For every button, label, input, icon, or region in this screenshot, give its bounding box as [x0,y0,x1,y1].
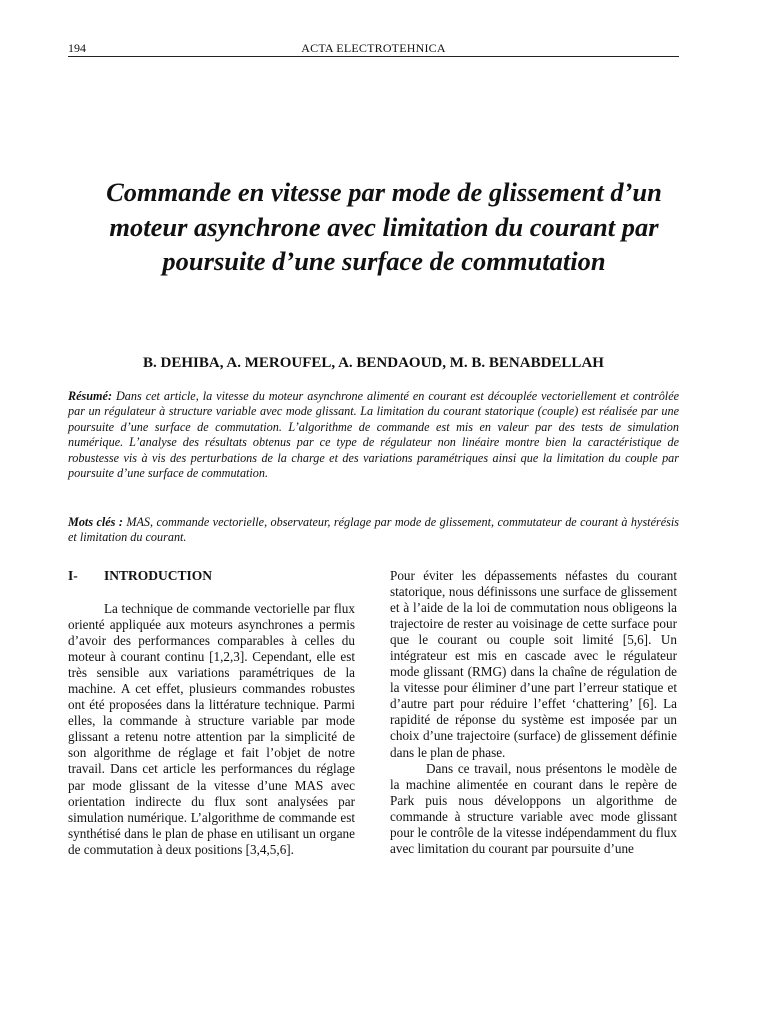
intro-paragraph-2: Pour éviter les dépassements néfastes du courant statorique, nous définissons une surface de glissement et à l’aide de la loi de commutation nous obligeons la trajectoire de rester au voisinage de cette surface pour que le courant ou couple soit limité [5,6]. Un intégrateur est mis en cascade avec le régulateur mode glissant (RMG) dans la chaîne de régulation de la vitesse pour éliminer d’une part l’erreur statique et d’autre part pour réduire l’effet ‘chattering’ [6]. La rapidité de réponse du système est imposée par un choix d’une trajectoire (surface) de glissement définie dans le plan de phase. [390,568,677,760]
section-heading [68,568,355,585]
page-number: 194 [68,41,86,55]
abstract-label: Résumé: [68,389,113,403]
journal-name: ACTA ELECTROTEHNICA [301,41,446,55]
author-list: B. DEHIBA, A. MEROUFEL, A. BENDAOUD, M. B. BENABDELLAH [143,355,604,371]
keywords [68,515,679,546]
left-column [68,568,355,858]
section-title: INTRODUCTION [104,568,213,583]
abstract-text: Dans cet article, la vitesse du moteur asynchrone alimenté en courant est découplée vectoriellement et contrôlée par un régulateur à structure variable avec mode glissant. La limitation du courant statorique (couple) est réalisée par une poursuite d’une surface de commutation. L’algorithme de commande est mis en valeur par des tests de simulation numérique. L’analyse des résultats obtenus par ce type de régulateur non linéaire montre bien la caractéristique de robustesse vis à vis des perturbations de la charge et des variations paramétriques ainsi que la limitation du couple par poursuite d’une surface de commutation. [68,389,680,481]
right-column [390,568,677,857]
section-number: I- [68,568,78,583]
abstract [68,389,679,481]
intro-paragraph-3: Dans ce travail, nous présentons le modèle de la machine alimentée en courant dans le repère de Park puis nous développons un algorithme de commande à structure variable avec mode glissant pour le contrôle de la vitesse indépendamment du flux avec limitation du courant par poursuite d’une [390,760,677,856]
intro-paragraph-1: La technique de commande vectorielle par flux orienté appliquée aux moteurs asynchrones a permis d’avoir des performances comparables à celles du moteur à courant continu [1,2,3]. Cependant, elle est très sensible aux variations paramétriques de la machine. A cet effet, plusieurs commandes robustes ont été proposées dans la littérature technique. Parmi elles, la commande à structure variable par mode glissant a retenu notre attention par la simplicité de son algorithme de réglage et fait l’objet de notre travail. Dans cet article les performances du réglage par mode glissant de la vitesse d’une MAS avec orientation indirecte du flux sont analysées par simulation numérique. L’algorithme de commande est synthétisé dans le plan de phase en utilisant un organe de commutation à deux positions [3,4,5,6]. [68,601,355,857]
running-header [68,40,679,57]
paper-title: Commande en vitesse par mode de glissement d’un moteur asynchrone avec limitation du courant par poursuite d’une surface de commutation [106,177,662,276]
keywords-label: Mots clés : [68,515,123,529]
keywords-text: MAS, commande vectorielle, observateur, réglage par mode de glissement, commutateur de courant à hystérésis et limitation du courant. [68,515,680,545]
